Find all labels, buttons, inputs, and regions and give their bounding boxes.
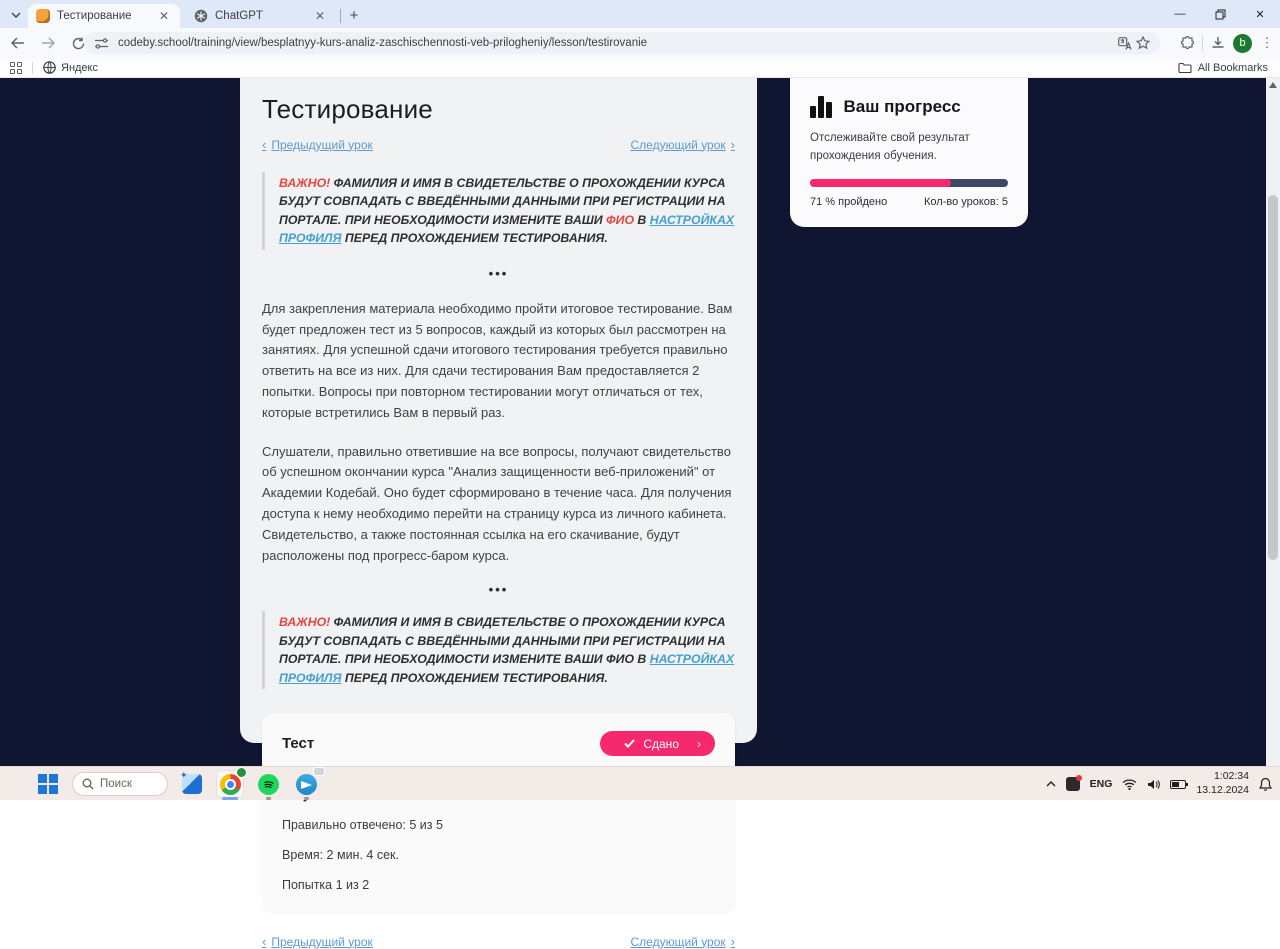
- prev-lesson-link[interactable]: ‹ Предыдущий урок: [262, 137, 373, 152]
- chevron-left-icon: ‹: [262, 137, 267, 152]
- tab-title: ChatGPT: [215, 10, 263, 22]
- bookmarks-bar: [0, 58, 1280, 78]
- url-text: codeby.school/training/view/besplatnyy-kurs-analiz-zaschischennosti-veb-prilogheniy/lesson/testirovanie: [118, 37, 648, 49]
- important-notice: ВАЖНО! ФАМИЛИЯ И ИМЯ В СВИДЕТЕЛЬСТВЕ О ПРОХОЖДЕНИИ КУРСА БУДУТ СОВПАДАТЬ С ВВЕДЁННЫМИ ДАННЫМИ ПРИ РЕГИСТРАЦИИ НА ПОРТАЛЕ. ПРИ НЕОБХОДИМОСТИ ИЗМЕНИТЕ ВАШИ ФИО В НАСТРОЙКАХ ПРОФИЛЯ ПЕРЕД ПРОХОЖДЕНИЕМ ТЕСТИРОВАНИЯ.: [262, 611, 735, 689]
- test-result-card: [262, 713, 735, 912]
- tray-chevron-up-icon[interactable]: [1046, 781, 1056, 787]
- spotify-icon: [258, 774, 279, 795]
- lesson-nav-bottom: [262, 934, 735, 949]
- forward-icon[interactable]: [36, 31, 60, 55]
- toolbar-separator: [1202, 35, 1203, 51]
- tab-close-icon[interactable]: ✕: [314, 9, 325, 23]
- profile-settings-link[interactable]: НАСТРОЙКАХ ПРОФИЛЯ: [279, 212, 735, 246]
- tray-app-icon[interactable]: [1066, 777, 1080, 791]
- lesson-nav-top: [262, 137, 735, 152]
- apps-grid-icon[interactable]: [10, 62, 22, 74]
- snipping-tool-icon: [182, 774, 202, 794]
- bookmark-yandex[interactable]: [43, 61, 98, 74]
- menu-kebab-icon[interactable]: ⋮: [1260, 35, 1274, 50]
- browser-toolbar: [0, 28, 1280, 58]
- back-icon[interactable]: [6, 31, 30, 55]
- profile-settings-link[interactable]: НАСТРОЙКАХ ПРОФИЛЯ: [279, 652, 735, 685]
- progress-card: [790, 78, 1028, 227]
- window-minimize-button[interactable]: —: [1174, 8, 1186, 20]
- tab-close-icon[interactable]: ✕: [158, 9, 169, 23]
- next-lesson-link[interactable]: Следующий урок ›: [630, 934, 735, 949]
- test-result-time: Время: 2 мин. 4 сек.: [282, 848, 399, 863]
- window-restore-button[interactable]: [1200, 0, 1240, 28]
- bar-chart-icon: [810, 96, 832, 118]
- downloads-icon[interactable]: [1209, 34, 1227, 52]
- globe-icon: [43, 61, 56, 74]
- date-label: 13.12.2024: [1196, 784, 1249, 796]
- important-notice: ВАЖНО! ФАМИЛИЯ И ИМЯ В СВИДЕТЕЛЬСТВЕ О ПРОХОЖДЕНИИ КУРСА БУДУТ СОВПАДАТЬ С ВВЕДЁННЫМИ ДАННЫМИ ПРИ РЕГИСТРАЦИИ НА ПОРТАЛЕ. ПРИ НЕОБХОДИМОСТИ ИЗМЕНИТЕ ВАШИ ФИО В НАСТРОЙКАХ ПРОФИЛЯ ПЕРЕД ПРОХОЖДЕНИЕМ ТЕСТИРОВАНИЯ.: [262, 172, 735, 250]
- tab-testirovanie[interactable]: [28, 4, 180, 28]
- chevron-right-icon: ›: [697, 736, 701, 751]
- test-result-correct: Правильно отвечено: 5 из 5: [282, 818, 443, 833]
- bookmarks-separator: [32, 62, 33, 74]
- dots-divider: •••: [488, 582, 509, 598]
- all-bookmarks-label: All Bookmarks: [1197, 61, 1268, 74]
- check-icon: [624, 739, 635, 748]
- certificate-paragraph: Слушатели, правильно ответившие на все вопросы, получают свидетельство об успешном окончании курса "Анализ защищенности веб-приложений" от Академии Кодебай. Оно будет сформировано в течение часа. Для получения доступа к нему необходимо перейти на страницу курса из личного кабинета. Свидетельство, а также постоянная ссылка на его скачивание, будут расположены под прогресс-баром курса.: [262, 443, 732, 563]
- profile-avatar[interactable]: b: [1233, 34, 1252, 53]
- window-close-button[interactable]: ✕: [1255, 8, 1265, 21]
- snipping-tool-button[interactable]: [178, 770, 206, 798]
- progress-description: Отслеживайте свой результат прохождения обучения.: [810, 132, 970, 162]
- page-title: Тестирование: [262, 94, 433, 124]
- progress-bar-track: [810, 179, 1008, 187]
- chevron-left-icon: ‹: [262, 934, 267, 949]
- folder-icon: [1178, 62, 1192, 73]
- wifi-icon[interactable]: [1122, 779, 1137, 790]
- spotify-button[interactable]: [254, 770, 282, 798]
- extensions-icon[interactable]: [1178, 34, 1196, 52]
- test-result-attempt: Попытка 1 из 2: [282, 878, 370, 893]
- chatgpt-favicon-icon: [194, 9, 208, 23]
- telegram-icon: [296, 774, 317, 795]
- chrome-notification-badge: [236, 767, 247, 778]
- chrome-button[interactable]: [216, 770, 244, 798]
- dots-divider: •••: [488, 265, 509, 281]
- telegram-badge: [313, 767, 325, 776]
- language-indicator[interactable]: ENG: [1089, 778, 1113, 790]
- next-lesson-link[interactable]: Следующий урок ›: [630, 137, 735, 152]
- tab-chatgpt[interactable]: [186, 4, 336, 28]
- time-label: 1:02:34: [1213, 770, 1249, 783]
- tab-title: Тестирование: [57, 10, 132, 22]
- telegram-button[interactable]: [292, 770, 320, 798]
- codeby-favicon-icon: [36, 9, 50, 23]
- progress-title: Ваш прогресс: [843, 97, 961, 116]
- translate-icon[interactable]: [1116, 34, 1134, 52]
- progress-percent-label: 71 % пройдено: [810, 195, 888, 208]
- progress-fill: [810, 179, 951, 187]
- battery-icon[interactable]: [1170, 780, 1186, 789]
- windows-logo-icon: [38, 774, 58, 794]
- test-title: Тест: [282, 735, 315, 753]
- lesson-content-card: [240, 78, 757, 949]
- site-settings-icon[interactable]: [92, 34, 110, 52]
- page-scrollbar[interactable]: [1266, 78, 1280, 766]
- notification-bell-icon[interactable]: [1259, 777, 1272, 791]
- all-bookmarks[interactable]: [1178, 62, 1268, 74]
- scroll-up-icon[interactable]: [1269, 82, 1277, 88]
- speaker-icon[interactable]: [1147, 779, 1160, 790]
- scrollbar-thumb[interactable]: [1268, 195, 1278, 560]
- browser-chrome: [0, 0, 1280, 78]
- bookmark-label: Яндекс: [61, 61, 98, 74]
- tab-search-icon[interactable]: [6, 6, 26, 24]
- address-bar[interactable]: [84, 32, 1160, 54]
- taskbar-clock[interactable]: [1196, 770, 1249, 797]
- intro-paragraph: Для закрепления материала необходимо пройти итоговое тестирование. Вам будет предложен тест из 5 вопросов, каждый из которых был рассмотрен на занятиях. Для успешной сдачи итогового тестирования требуется правильно ответить на все из них. Для сдачи тестирования Вам предоставляется 2 попытки. Вопросы при повторном тестировании могут отличаться от тех, которые встретились Вам в первый раз.: [262, 300, 733, 420]
- new-tab-button[interactable]: +: [349, 6, 359, 24]
- chevron-right-icon: ›: [730, 934, 735, 949]
- chevron-right-icon: ›: [730, 137, 735, 152]
- test-status-badge[interactable]: Сдано ›: [600, 731, 715, 756]
- tab-strip: [0, 0, 1280, 28]
- lessons-count-label: Кол-во уроков: 5: [924, 195, 1008, 208]
- prev-lesson-link[interactable]: ‹ Предыдущий урок: [262, 934, 373, 949]
- taskbar-search[interactable]: [72, 772, 168, 796]
- bookmark-star-icon[interactable]: [1134, 34, 1152, 52]
- tab-separator: [340, 9, 341, 23]
- search-placeholder: Поиск: [100, 778, 132, 790]
- start-button[interactable]: [34, 770, 62, 798]
- search-icon: [82, 778, 94, 790]
- windows-taskbar: [0, 766, 1280, 800]
